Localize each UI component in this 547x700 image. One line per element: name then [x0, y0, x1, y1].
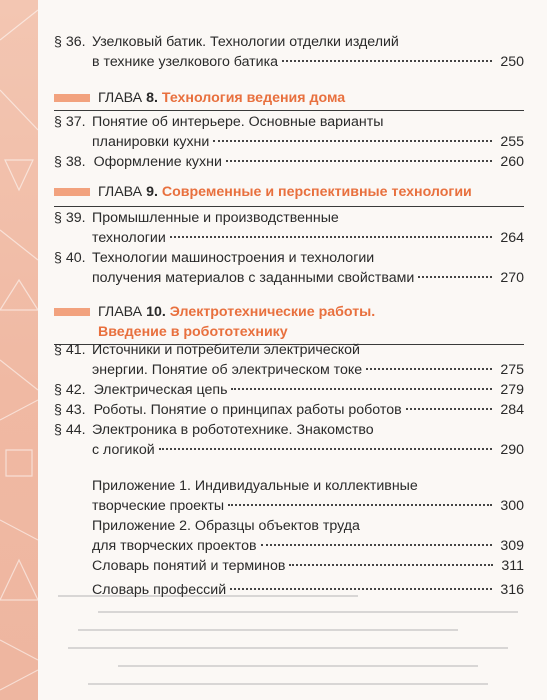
toc-entry-glossary[interactable] — [54, 556, 524, 576]
chapter-prefix: ГЛАВА — [98, 304, 143, 320]
entry-title-text: энергии. Понятие об электрическом токе — [92, 362, 363, 378]
entry-title-line-1: Технологии машиностроения и технологии — [92, 250, 375, 266]
dot-leader — [289, 563, 493, 566]
section-number: § 41. — [54, 342, 86, 358]
page-number: 309 — [500, 538, 524, 554]
toc-entry-professions[interactable] — [54, 580, 524, 600]
page-number: 260 — [500, 154, 524, 170]
dot-leader — [231, 387, 492, 390]
section-number: § 38. — [54, 154, 86, 170]
toc-entry-38[interactable] — [54, 152, 524, 172]
entry-title-line-1: Промышленные и производственные — [92, 210, 339, 226]
toc-entry-36[interactable] — [54, 32, 524, 72]
section-number: § 37. — [54, 114, 86, 130]
chapter-marker-bar — [54, 308, 90, 316]
entry-title-text: творческие проекты — [92, 498, 225, 514]
toc-entry-appendix-2[interactable] — [54, 516, 524, 556]
chapter-number: 8. — [146, 90, 158, 106]
entry-title-line-2 — [92, 496, 524, 516]
section-number: § 43. — [54, 402, 86, 418]
entry-title-text: планировки кухни — [92, 134, 210, 150]
entry-title-line-2 — [92, 268, 524, 288]
toc-entry-43[interactable] — [54, 400, 524, 420]
entry-line — [54, 380, 524, 400]
chapter-title: Современные и перспективные технологии — [161, 184, 472, 200]
entry-title-line-2 — [92, 52, 524, 72]
section-number: § 42. — [54, 382, 86, 398]
page-number: 270 — [500, 270, 524, 286]
chapter-prefix: ГЛАВА — [98, 90, 143, 106]
chapter-number: 9. — [146, 184, 158, 200]
page-number: 279 — [500, 382, 524, 398]
entry-title-text: для творческих проектов — [92, 538, 257, 554]
page-number: 316 — [500, 582, 524, 598]
dot-leader — [366, 367, 492, 370]
entry-title-text: технологии — [92, 230, 166, 246]
dot-leader — [282, 59, 492, 62]
bleed-through-text — [38, 585, 547, 700]
dot-leader — [213, 139, 492, 142]
chapter-marker-bar — [54, 94, 90, 102]
chapter-marker-bar — [54, 188, 90, 196]
entry-title-line-1: Понятие об интерьере. Основные варианты — [92, 114, 384, 130]
entry-title-text: получения материалов с заданными свойствами — [92, 270, 415, 286]
page-number: 264 — [500, 230, 524, 246]
entry-title-line-1: Приложение 1. Индивидуальные и коллективные — [92, 478, 418, 494]
toc-entry-42[interactable] — [54, 380, 524, 400]
dot-leader — [406, 407, 493, 410]
entry-title-line-1: Узелковый батик. Технологии отделки изделий — [92, 34, 399, 50]
entry-title-line-2 — [92, 360, 524, 380]
chapter-label — [98, 88, 345, 108]
entry-title-line-1: Приложение 2. Образцы объектов труда — [92, 518, 360, 534]
entry-title-line-2 — [92, 228, 524, 248]
entry-line — [92, 580, 524, 600]
chapter-title-line-2: Введение в робототехнику — [98, 324, 288, 340]
page-number: 284 — [500, 402, 524, 418]
section-number: § 36. — [54, 34, 86, 50]
divider — [54, 206, 524, 207]
entry-title-text: Оформление кухни — [93, 154, 222, 170]
chapter-title: Электротехнические работы. — [169, 304, 376, 320]
page-number: 290 — [500, 442, 524, 458]
entry-line — [54, 152, 524, 172]
chapter-10-heading[interactable] — [54, 302, 524, 342]
chapter-label — [98, 182, 472, 202]
dot-leader — [226, 159, 492, 162]
entry-title-text: Электрическая цепь — [93, 382, 228, 398]
toc-entry-39[interactable] — [54, 208, 524, 248]
entry-title-line-2 — [92, 132, 524, 152]
page-number: 255 — [500, 134, 524, 150]
chapter-label — [98, 302, 375, 322]
chapter-title: Технология ведения дома — [161, 90, 346, 106]
section-number: § 44. — [54, 422, 86, 438]
page-number: 300 — [500, 498, 524, 514]
chapter-9-heading[interactable] — [54, 182, 524, 202]
entry-title-text: Словарь понятий и терминов — [92, 558, 286, 574]
page-number: 311 — [501, 558, 524, 574]
chapter-prefix: ГЛАВА — [98, 184, 143, 200]
entry-title-text: Роботы. Понятие о принципах работы роботов — [93, 402, 402, 418]
entry-line — [92, 556, 524, 576]
dot-leader — [418, 275, 492, 278]
page-number: 275 — [500, 362, 524, 378]
geometric-pattern-icon — [0, 0, 38, 700]
entry-title-line-2 — [92, 536, 524, 556]
entry-title-text: с логикой — [92, 442, 155, 458]
dot-leader — [159, 447, 493, 450]
entry-title-line-1: Электроника в робототехнике. Знакомство — [92, 422, 374, 438]
section-number: § 40. — [54, 250, 86, 266]
entry-title-text: в технике узелкового батика — [92, 54, 279, 70]
toc-entry-37[interactable] — [54, 112, 524, 152]
chapter-8-heading[interactable] — [54, 88, 524, 108]
toc-entry-appendix-1[interactable] — [54, 476, 524, 516]
entry-title-text: Словарь профессий — [92, 582, 227, 598]
decorative-side-band — [0, 0, 38, 700]
section-number: § 39. — [54, 210, 86, 226]
dot-leader — [230, 587, 492, 590]
dot-leader — [261, 543, 493, 546]
dot-leader — [170, 235, 493, 238]
dot-leader — [228, 503, 492, 506]
chapter-number: 10. — [146, 304, 166, 320]
divider — [54, 110, 524, 111]
entry-title-line-2 — [92, 440, 524, 460]
toc-entry-44[interactable] — [54, 420, 524, 460]
page-number: 250 — [500, 54, 524, 70]
toc-entry-40[interactable] — [54, 248, 524, 288]
entry-line — [54, 400, 524, 420]
entry-title-line-1: Источники и потребители электрической — [92, 342, 360, 358]
